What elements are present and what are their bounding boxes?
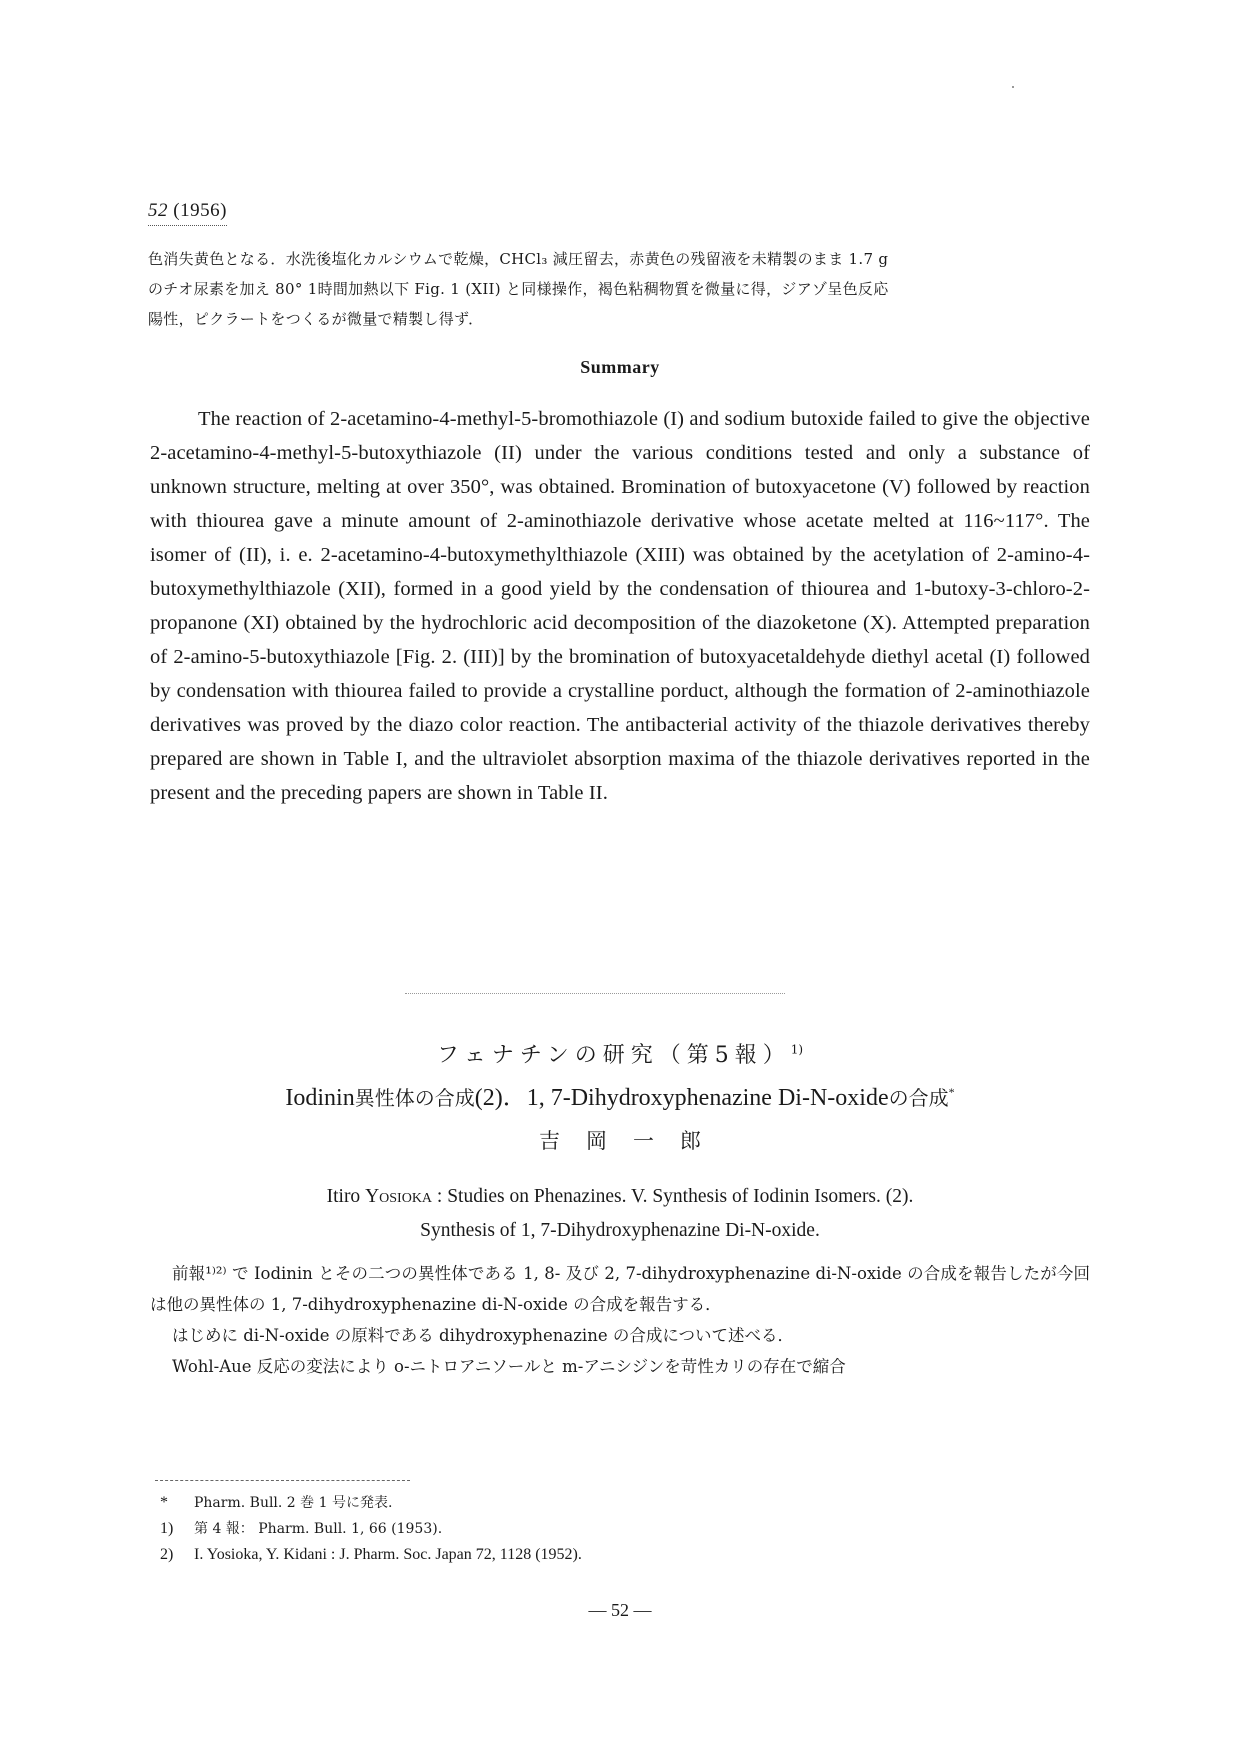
title-part-3: (2)．1, 7-Dihydroxyphenazine Di-N-oxide: [474, 1085, 889, 1111]
section-separator: [405, 993, 785, 994]
footnote-text: 第 4 報： Pharm. Bull. 1, 66 (1953).: [194, 1521, 443, 1537]
header-year: (1956): [173, 200, 227, 221]
series-title-text: フェナチンの研究（第5報）: [436, 1043, 791, 1068]
author-ja: 吉岡一郎: [539, 1129, 727, 1153]
footnote: [160, 1490, 582, 1516]
title-footnote-ref: *: [948, 1085, 955, 1099]
english-title-block: [0, 1180, 1240, 1248]
article-title: [0, 1077, 1240, 1112]
series-title-ja: [0, 1038, 1240, 1069]
intro-paragraph: はじめに di-N-oxide の原料である dihydroxyphenazine の合成について述べる．: [172, 1326, 794, 1345]
intro-paragraph: Wohl-Aue 反応の変法により o-ニトロアニソールと m-アニシジンを苛性カリの存在で縮合: [172, 1357, 846, 1376]
author-first-name: Itiro: [326, 1186, 361, 1207]
continued-text: [148, 244, 1088, 334]
footnote: [160, 1542, 582, 1568]
footnote-mark: 2): [160, 1546, 174, 1563]
title-part-2: 異性体の合成: [354, 1086, 475, 1110]
header-page-number: 52: [148, 200, 168, 221]
english-title-line-1: [0, 1180, 1240, 1214]
continued-text-line: 色消失黄色となる．水洗後塩化カルシウムで乾燥，CHCl₃ 減圧留去，赤黄色の残留液を未精製のまま 1.7 g: [148, 250, 889, 268]
running-header: [148, 200, 227, 226]
english-title-text-1: : Studies on Phenazines. V. Synthesis of Iodinin Isomers. (2).: [436, 1186, 914, 1207]
footnote-rule: [155, 1480, 410, 1481]
footnote-text: Pharm. Bull. 2 巻 1 号に発表.: [194, 1495, 393, 1511]
author-last-name: Yosioka: [365, 1186, 433, 1207]
footnote: [160, 1516, 582, 1542]
summary-body: The reaction of 2-acetamino-4-methyl-5-bromothiazole (I) and sodium butoxide failed to give the objective 2-acetamino-4-methyl-5-butoxythiazole (II) under the various conditions tested and only a substance of unknown structure, melting at over 350°, was obtained. Bromination of butoxyacetone (V) followed by reaction with thiourea gave a minute amount of 2-aminothiazole derivative whose acetate melted at 116~117°. The isomer of (II), i. e. 2-acetamino-4-butoxymethylthiazole (XIII) was obtained by the acetylation of 2-amino-4-butoxymethylthiazole (XII), formed in a good yield by the condensation of thiourea and 1-butoxy-3-chloro-2-propanone (XI) obtained by the hydrochloric acid decomposition of the diazoketone (X). Attempted preparation of 2-amino-5-butoxythiazole [Fig. 2. (III)] by the bromination of butoxyacetaldehyde diethyl acetal (I) followed by condensation with thiourea failed to provide a crystalline porduct, although the formation of 2-aminothiazole derivatives was proved by the diazo color reaction. The antibacterial activity of the thiazole derivatives thereby prepared are shown in Table I, and the ultraviolet absorption maxima of the thiazole derivatives reported in the present and the preceding papers are shown in Table II.: [150, 408, 1090, 804]
scan-speck: [1012, 86, 1014, 88]
continued-text-line: 陽性，ピクラートをつくるが微量で精製し得ず．: [148, 310, 484, 328]
title-part-4: の合成: [888, 1086, 949, 1110]
title-part-1: Iodinin: [285, 1085, 355, 1111]
continued-text-line: のチオ尿素を加え 80° 1時間加熱以下 Fig. 1 (XII) と同様操作，褐色粘稠物質を微量に得，ジアゾ呈色反応: [148, 280, 889, 298]
footnote-mark: 1): [160, 1520, 174, 1537]
footnote-mark: *: [160, 1494, 168, 1511]
intro-paragraph: 前報¹⁾²⁾ で Iodinin とその二つの異性体である 1, 8- 及び 2, 7-dihydroxyphenazine di-N-oxide の合成を報告したが今回は他の異性体の 1, 7-dihydroxyphenazine di-N-oxide の合成を報告する．: [150, 1264, 1090, 1314]
series-title-footnote-ref: 1): [790, 1042, 804, 1057]
intro-text: [150, 1258, 1090, 1382]
footnotes: [160, 1490, 582, 1568]
english-title-line-2: Synthesis of 1, 7-Dihydroxyphenazine Di-N-oxide.: [420, 1220, 820, 1241]
summary-heading: Summary: [580, 357, 660, 377]
page-footer: — 52 —: [588, 1600, 652, 1620]
footnote-text: I. Yosioka, Y. Kidani : J. Pharm. Soc. Japan 72, 1128 (1952).: [194, 1546, 582, 1563]
